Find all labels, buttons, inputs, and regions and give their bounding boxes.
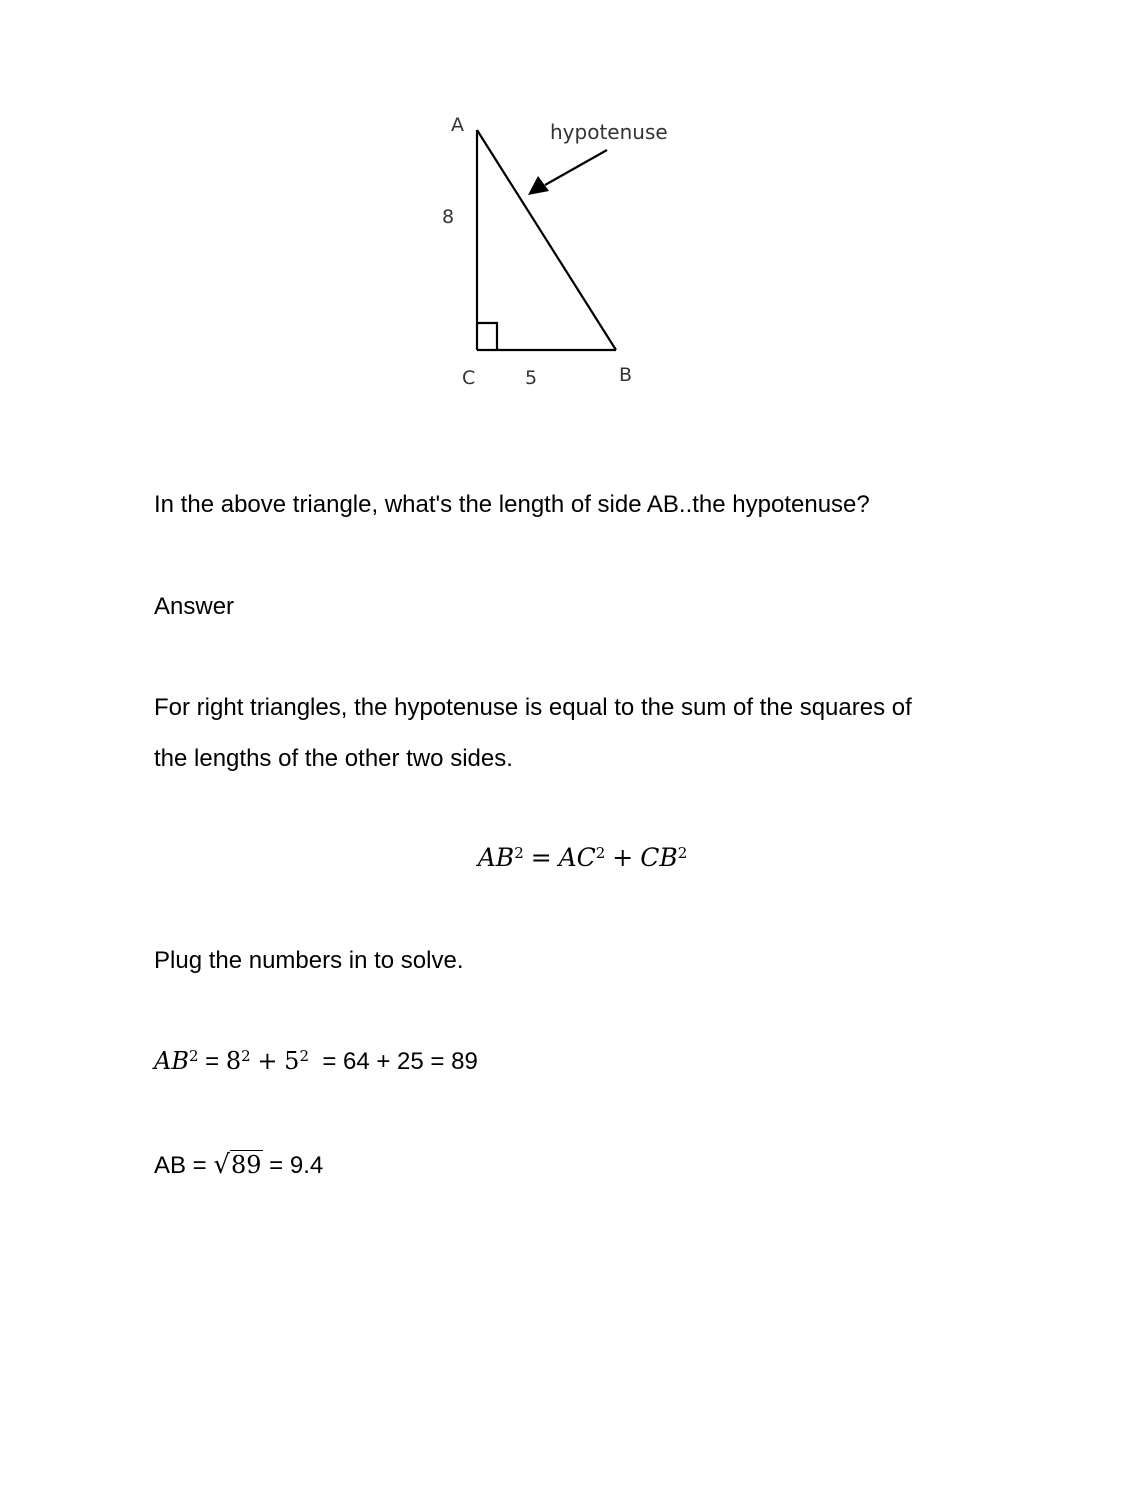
formula-cb-exponent: 2 xyxy=(677,843,688,862)
triangle-figure xyxy=(0,0,1125,420)
formula-ab: AB xyxy=(477,843,515,872)
formula-ab-exponent: 2 xyxy=(514,843,524,862)
formula-plus: + xyxy=(612,843,634,872)
vertex-a-label: A xyxy=(451,114,464,136)
formula-ac-exponent: 2 xyxy=(595,843,606,862)
answer-heading: Answer xyxy=(154,593,235,620)
pythagorean-formula xyxy=(0,838,1125,878)
result-line xyxy=(154,1140,323,1191)
substitution-five-exponent: 2 xyxy=(299,1046,309,1065)
vertex-b-label: B xyxy=(619,364,633,386)
right-angle-marker xyxy=(477,323,497,350)
result-value: = 9.4 xyxy=(262,1152,324,1179)
question-text: In the above triangle, what's the length of side AB..the hypotenuse? xyxy=(154,491,870,518)
hypotenuse-callout-label: hypotenuse xyxy=(550,120,668,144)
instruction-text: Plug the numbers in to solve. xyxy=(154,947,464,974)
explanation-line-2: the lengths of the other two sides. xyxy=(154,745,513,772)
result-lhs: AB = xyxy=(154,1152,214,1179)
explanation-line-1: For right triangles, the hypotenuse is equal to the sum of the squares of xyxy=(154,694,912,721)
substitution-ab-exponent: 2 xyxy=(188,1046,199,1065)
formula-equals: = xyxy=(530,843,552,872)
substitution-five: 5 xyxy=(284,1047,300,1075)
vertex-c-label: C xyxy=(462,367,476,389)
substitution-plus: + xyxy=(257,1047,278,1075)
substitution-eight-exponent: 2 xyxy=(241,1046,251,1065)
callout-arrow-line xyxy=(545,150,607,185)
formula-ac: AC xyxy=(558,843,596,872)
substitution-ab: AB xyxy=(154,1047,189,1075)
square-root-sign: √ xyxy=(213,1150,230,1180)
side-cb-length-label: 5 xyxy=(525,367,538,389)
substitution-equals: = xyxy=(198,1048,226,1075)
formula-cb: CB xyxy=(640,843,678,872)
side-ab-hypotenuse xyxy=(477,130,616,350)
substitution-line xyxy=(154,1036,478,1087)
substitution-eight: 8 xyxy=(225,1047,242,1075)
square-root-radicand: 89 xyxy=(230,1151,262,1179)
side-ac-length-label: 8 xyxy=(442,206,455,228)
substitution-result: = 64 + 25 = 89 xyxy=(308,1048,478,1075)
